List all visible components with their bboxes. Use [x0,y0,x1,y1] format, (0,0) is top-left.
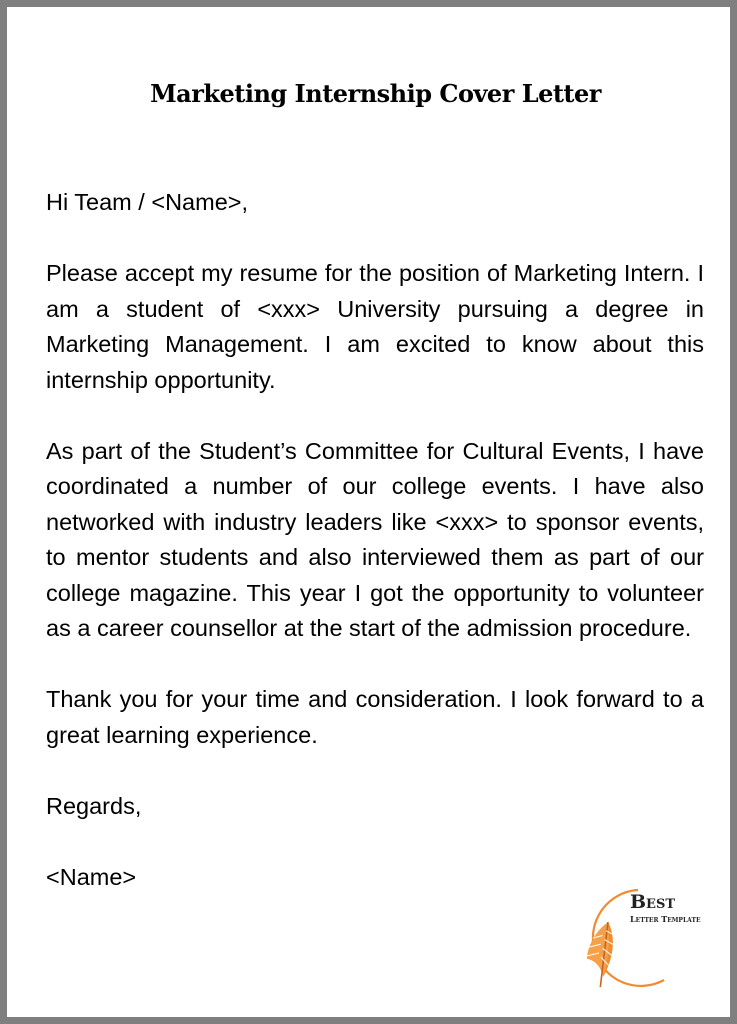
letter-paragraph-2: As part of the Student’s Committee for Cultural Events, I have coordinated a number of our college events. I have also networked with industry leaders like <xxx> to sponsor events, to mentor students and also interviewed them as part of our college magazine. This year I got the opportunity to volunteer as a career counsellor at the start of the admission procedure. [46,437,704,641]
letter-greeting: Hi Team / <Name>, [46,189,249,215]
letter-paragraph-3: Thank you for your time and consideration. I look forward to a great learning experience. [46,686,704,748]
letter-signature: <Name> [46,863,137,890]
letter-closing: Regards, [46,792,142,819]
best-letter-template-logo [578,884,700,994]
page-title: Marketing Internship Cover Letter [150,79,601,108]
logo-title: Best [630,891,676,913]
logo-subtitle: Letter Template [630,914,701,924]
letter-body [46,185,704,895]
letter-paragraph-1: Please accept my resume for the position of Marketing Intern. I am a student of <xxx> University pursuing a degree in Marketing Management. I am excited to know about this internship opportunity. [46,260,704,393]
